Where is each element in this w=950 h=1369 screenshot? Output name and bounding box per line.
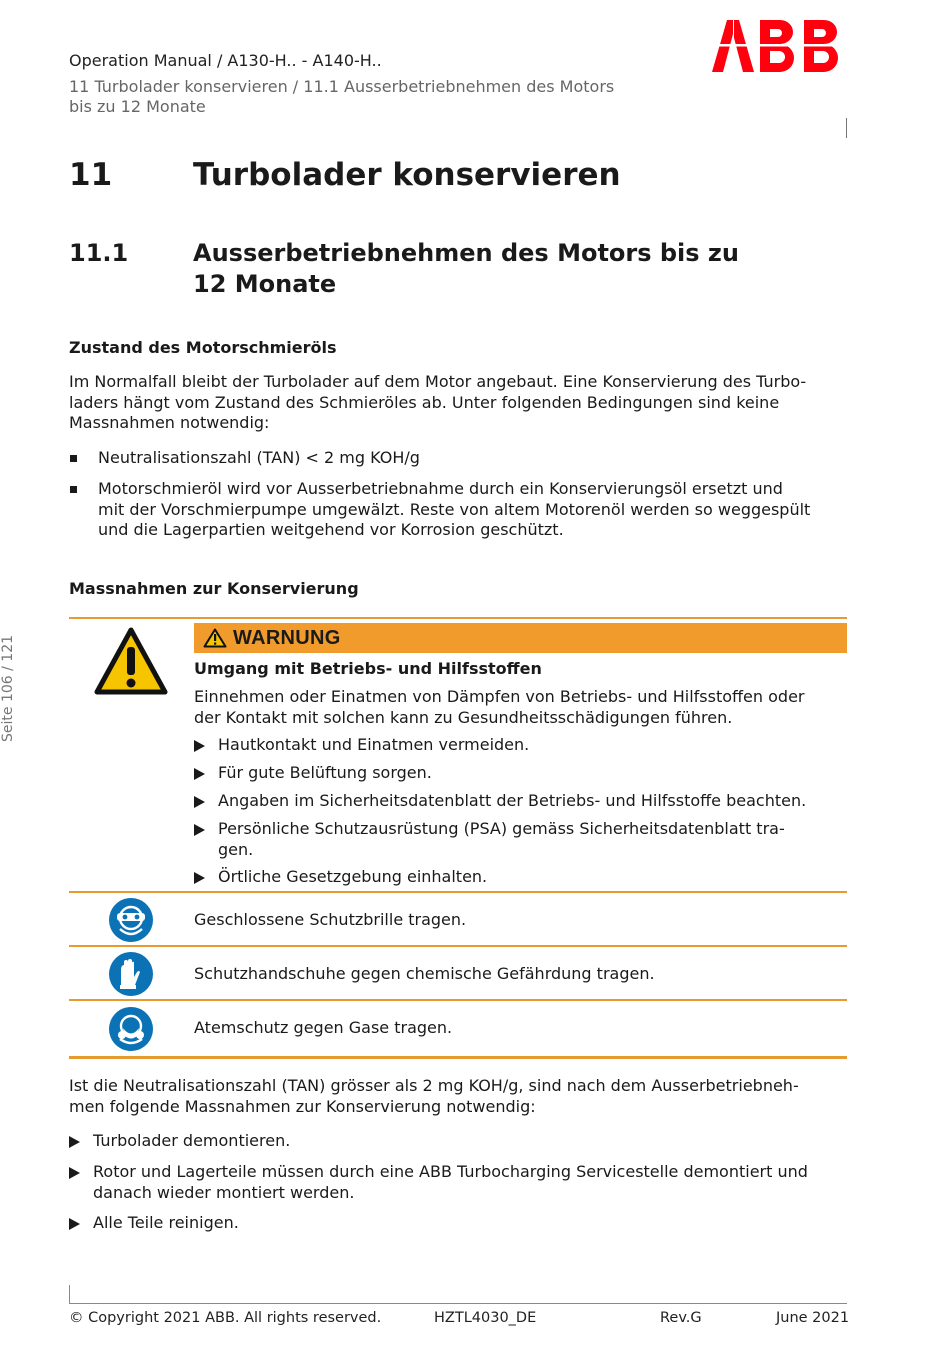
chapter-title: Turbolader konservieren [193,157,621,193]
goggles-icon [108,897,154,943]
page-number-side: Seite 106 / 121 [0,634,16,742]
abb-logo [712,20,848,72]
step-arrow-icon [194,796,205,808]
oil-condition-heading: Zustand des Motorschmieröls [69,338,337,357]
bullet-line: Motorschmieröl wird vor Ausserbetriebnahme durch ein Konservierungsöl ersetzt und [98,479,783,498]
step-arrow-icon [194,872,205,884]
conservation-step-3: Alle Teile reinigen. [93,1213,239,1232]
footer-doc-id: HZTL4030_DE [434,1310,537,1326]
section-title-line-2: 12 Monate [193,270,337,298]
warning-title: Umgang mit Betriebs- und Hilfsstoffen [194,659,542,678]
paragraph-line: Ist die Neutralisationszahl (TAN) grösser als 2 mg KOH/g, sind nach dem Ausserbetriebneh- [69,1076,799,1095]
hazard-triangle-icon [94,627,168,695]
conservation-step-1: Turbolader demontieren. [93,1131,291,1150]
chapter-number: 11 [69,157,113,193]
step-arrow-icon [194,740,205,752]
step-line: Rotor und Lagerteile müssen durch eine ABB Turbocharging Servicestelle demontiert und [93,1162,808,1181]
section-number: 11.1 [69,239,129,267]
footer-date: June 2021 [776,1310,850,1326]
breadcrumb-line-1: 11 Turbolader konservieren / 11.1 Ausserbetriebnehmen des Motors [69,77,615,96]
paragraph-line: laders hängt vom Zustand des Schmieröles ab. Unter folgenden Bedingungen sind keine [69,392,780,412]
warning-text-line: der Kontakt mit solchen kann zu Gesundheitsschädigungen führen. [194,707,733,727]
ppe-gloves-text: Schutzhandschuhe gegen chemische Gefährdung tragen. [194,964,655,983]
warning-step: Für gute Belüftung sorgen. [218,763,432,782]
paragraph-line: men folgende Massnahmen zur Konservierung notwendig: [69,1096,536,1116]
warning-small-icon [203,628,227,648]
section-title [193,238,739,300]
footer-copyright: © Copyright 2021 ABB. All rights reserved. [69,1310,382,1326]
document-title: Operation Manual / A130-H.. - A140-H.. [69,51,382,70]
breadcrumb-line-2: bis zu 12 Monate [69,97,206,116]
warning-top-rule [69,617,847,619]
warning-step: Örtliche Gesetzgebung einhalten. [218,867,488,886]
warning-step: Persönliche Schutzausrüstung (PSA) gemäss Sicherheitsdatenblatt tra- [218,819,785,838]
condition-bullet-2 [98,479,858,541]
abb-logo-mark [712,20,848,72]
respirator-icon [108,1006,154,1052]
warning-text [194,687,844,728]
header-rule [846,118,847,138]
tan-paragraph [69,1076,859,1117]
step-arrow-icon [194,824,205,836]
footer-revision: Rev.G [660,1310,702,1326]
bullet-line: und die Lagerpartien weitgehend vor Korrosion geschützt. [98,520,564,539]
warning-bottom-rule [69,1056,847,1059]
warning-text-line: Einnehmen oder Einatmen von Dämpfen von Betriebs- und Hilfsstoffen oder [194,687,805,706]
warning-step: Angaben im Sicherheitsdatenblatt der Betriebs- und Hilfsstoffe beachten. [218,791,807,810]
condition-bullet-1: Neutralisationszahl (TAN) < 2 mg KOH/g [98,448,420,467]
square-bullet-icon [70,486,77,493]
step-arrow-icon [69,1218,80,1230]
paragraph-line: Massnahmen notwendig: [69,413,270,432]
paragraph-line: Im Normalfall bleibt der Turbolader auf dem Motor angebaut. Eine Konservierung des Turbo- [69,372,807,391]
oil-condition-paragraph [69,372,859,434]
ppe-rule [69,999,847,1001]
ppe-respirator-text: Atemschutz gegen Gase tragen. [194,1018,453,1037]
step-arrow-icon [194,768,205,780]
warning-step: Hautkontakt und Einatmen vermeiden. [218,735,530,754]
conservation-step-2 [93,1162,863,1203]
footer-rule [69,1303,847,1304]
breadcrumb [69,77,669,117]
square-bullet-icon [70,455,77,462]
bullet-line: mit der Vorschmierpumpe umgewälzt. Reste von altem Motorenöl werden so weggespült [98,499,811,519]
conservation-heading: Massnahmen zur Konservierung [69,579,359,598]
gloves-icon [108,951,154,997]
step-line: danach wieder montiert werden. [93,1182,355,1202]
ppe-rule [69,891,847,893]
ppe-rule [69,945,847,947]
warning-step-continuation: gen. [218,840,254,859]
step-arrow-icon [69,1136,80,1148]
ppe-goggles-text: Geschlossene Schutzbrille tragen. [194,910,467,929]
warning-label: WARNUNG [233,627,341,649]
section-title-line-1: Ausserbetriebnehmen des Motors bis zu [193,239,739,267]
step-arrow-icon [69,1167,80,1179]
footer-tick [69,1285,70,1304]
